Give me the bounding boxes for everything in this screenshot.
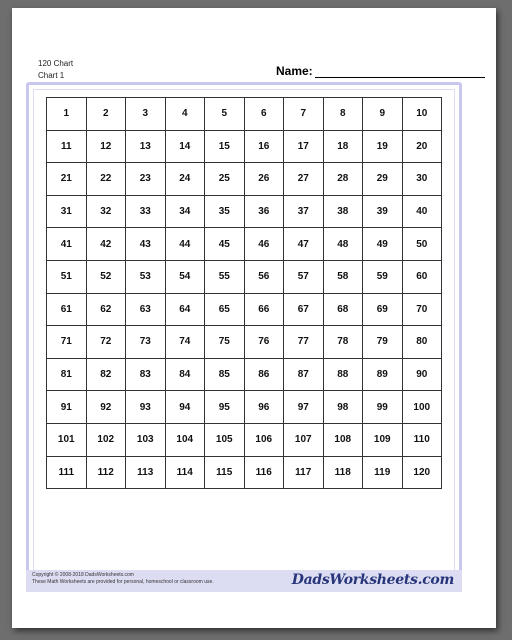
grid-cell: 67 xyxy=(284,293,324,326)
grid-cell: 20 xyxy=(402,130,442,163)
grid-cell: 69 xyxy=(363,293,403,326)
grid-cell: 86 xyxy=(244,358,284,391)
grid-cell: 50 xyxy=(402,228,442,261)
copyright-line: Copyright © 2008-2018 DadsWorksheets.com xyxy=(32,572,134,578)
grid-cell: 102 xyxy=(86,423,126,456)
grid-cell: 115 xyxy=(205,456,245,489)
grid-cell: 7 xyxy=(284,98,324,131)
brand-logo: DadsWorksheets.com xyxy=(291,572,454,588)
grid-cell: 107 xyxy=(284,423,324,456)
grid-cell: 63 xyxy=(126,293,166,326)
grid-row xyxy=(47,228,442,261)
worksheet-title: 120 Chart xyxy=(38,59,74,68)
grid-cell: 73 xyxy=(126,326,166,359)
grid-row xyxy=(47,423,442,456)
grid-cell: 87 xyxy=(284,358,324,391)
grid-cell: 11 xyxy=(47,130,87,163)
name-field xyxy=(276,64,485,78)
grid-cell: 38 xyxy=(323,195,363,228)
grid-cell: 34 xyxy=(165,195,205,228)
grid-cell: 113 xyxy=(126,456,166,489)
grid-cell: 31 xyxy=(47,195,87,228)
grid-cell: 101 xyxy=(47,423,87,456)
grid-cell: 41 xyxy=(47,228,87,261)
grid-row xyxy=(47,130,442,163)
grid-cell: 120 xyxy=(402,456,442,489)
grid-cell: 19 xyxy=(363,130,403,163)
grid-cell: 94 xyxy=(165,391,205,424)
grid-cell: 55 xyxy=(205,260,245,293)
grid-cell: 64 xyxy=(165,293,205,326)
grid-cell: 97 xyxy=(284,391,324,424)
grid-cell: 57 xyxy=(284,260,324,293)
grid-cell: 56 xyxy=(244,260,284,293)
grid-cell: 109 xyxy=(363,423,403,456)
grid-cell: 71 xyxy=(47,326,87,359)
grid-cell: 9 xyxy=(363,98,403,131)
grid-cell: 53 xyxy=(126,260,166,293)
grid-cell: 108 xyxy=(323,423,363,456)
grid-cell: 17 xyxy=(284,130,324,163)
name-blank-line xyxy=(315,66,485,78)
grid-cell: 112 xyxy=(86,456,126,489)
grid-cell: 75 xyxy=(205,326,245,359)
grid-cell: 61 xyxy=(47,293,87,326)
grid-cell: 13 xyxy=(126,130,166,163)
grid-cell: 16 xyxy=(244,130,284,163)
grid-row xyxy=(47,293,442,326)
grid-cell: 44 xyxy=(165,228,205,261)
grid-cell: 10 xyxy=(402,98,442,131)
grid-cell: 119 xyxy=(363,456,403,489)
grid-cell: 18 xyxy=(323,130,363,163)
grid-row xyxy=(47,391,442,424)
grid-cell: 21 xyxy=(47,163,87,196)
grid-cell: 77 xyxy=(284,326,324,359)
grid-cell: 29 xyxy=(363,163,403,196)
grid-cell: 62 xyxy=(86,293,126,326)
grid-cell: 37 xyxy=(284,195,324,228)
grid-cell: 72 xyxy=(86,326,126,359)
grid-cell: 68 xyxy=(323,293,363,326)
grid-cell: 106 xyxy=(244,423,284,456)
grid-cell: 47 xyxy=(284,228,324,261)
grid-cell: 116 xyxy=(244,456,284,489)
grid-cell: 46 xyxy=(244,228,284,261)
grid-cell: 27 xyxy=(284,163,324,196)
worksheet-subtitle: Chart 1 xyxy=(38,71,65,80)
grid-cell: 26 xyxy=(244,163,284,196)
footer-bar xyxy=(26,570,462,592)
grid-cell: 1 xyxy=(47,98,87,131)
grid-cell: 89 xyxy=(363,358,403,391)
grid-cell: 30 xyxy=(402,163,442,196)
grid-cell: 32 xyxy=(86,195,126,228)
grid-cell: 23 xyxy=(126,163,166,196)
grid-cell: 111 xyxy=(47,456,87,489)
grid-cell: 49 xyxy=(363,228,403,261)
grid-cell: 43 xyxy=(126,228,166,261)
grid-cell: 58 xyxy=(323,260,363,293)
grid-row xyxy=(47,163,442,196)
grid-cell: 76 xyxy=(244,326,284,359)
grid-cell: 40 xyxy=(402,195,442,228)
grid-row xyxy=(47,195,442,228)
grid-cell: 117 xyxy=(284,456,324,489)
grid-cell: 4 xyxy=(165,98,205,131)
grid-cell: 95 xyxy=(205,391,245,424)
grid-cell: 114 xyxy=(165,456,205,489)
grid-cell: 99 xyxy=(363,391,403,424)
grid-cell: 59 xyxy=(363,260,403,293)
grid-row xyxy=(47,98,442,131)
grid-row xyxy=(47,358,442,391)
grid-cell: 8 xyxy=(323,98,363,131)
grid-cell: 5 xyxy=(205,98,245,131)
grid-cell: 36 xyxy=(244,195,284,228)
grid-cell: 84 xyxy=(165,358,205,391)
grid-cell: 93 xyxy=(126,391,166,424)
grid-cell: 83 xyxy=(126,358,166,391)
grid-cell: 82 xyxy=(86,358,126,391)
grid-cell: 15 xyxy=(205,130,245,163)
grid-cell: 103 xyxy=(126,423,166,456)
grid-cell: 3 xyxy=(126,98,166,131)
title-block xyxy=(38,58,73,82)
grid-cell: 79 xyxy=(363,326,403,359)
grid-cell: 96 xyxy=(244,391,284,424)
grid-cell: 22 xyxy=(86,163,126,196)
grid-cell: 48 xyxy=(323,228,363,261)
grid-cell: 118 xyxy=(323,456,363,489)
grid-cell: 24 xyxy=(165,163,205,196)
grid-row xyxy=(47,456,442,489)
copyright-text xyxy=(32,572,214,586)
grid-cell: 65 xyxy=(205,293,245,326)
usage-line: These Math Worksheets are provided for personal, homeschool or classroom use. xyxy=(32,579,214,585)
grid-cell: 110 xyxy=(402,423,442,456)
grid-cell: 25 xyxy=(205,163,245,196)
grid-cell: 45 xyxy=(205,228,245,261)
name-label: Name: xyxy=(276,64,313,78)
grid-cell: 12 xyxy=(86,130,126,163)
grid-cell: 14 xyxy=(165,130,205,163)
grid-cell: 92 xyxy=(86,391,126,424)
chart-frame xyxy=(26,82,462,578)
grid-cell: 28 xyxy=(323,163,363,196)
grid-cell: 66 xyxy=(244,293,284,326)
grid-cell: 51 xyxy=(47,260,87,293)
number-grid xyxy=(46,97,442,489)
grid-cell: 42 xyxy=(86,228,126,261)
grid-cell: 81 xyxy=(47,358,87,391)
grid-cell: 104 xyxy=(165,423,205,456)
grid-cell: 78 xyxy=(323,326,363,359)
grid-cell: 98 xyxy=(323,391,363,424)
grid-cell: 88 xyxy=(323,358,363,391)
grid-cell: 70 xyxy=(402,293,442,326)
grid-cell: 105 xyxy=(205,423,245,456)
grid-cell: 74 xyxy=(165,326,205,359)
grid-row xyxy=(47,260,442,293)
grid-cell: 35 xyxy=(205,195,245,228)
grid-cell: 80 xyxy=(402,326,442,359)
grid-cell: 90 xyxy=(402,358,442,391)
grid-cell: 85 xyxy=(205,358,245,391)
grid-cell: 2 xyxy=(86,98,126,131)
grid-cell: 60 xyxy=(402,260,442,293)
grid-cell: 6 xyxy=(244,98,284,131)
grid-cell: 100 xyxy=(402,391,442,424)
grid-row xyxy=(47,326,442,359)
grid-cell: 54 xyxy=(165,260,205,293)
grid-cell: 52 xyxy=(86,260,126,293)
grid-cell: 39 xyxy=(363,195,403,228)
grid-cell: 91 xyxy=(47,391,87,424)
grid-cell: 33 xyxy=(126,195,166,228)
